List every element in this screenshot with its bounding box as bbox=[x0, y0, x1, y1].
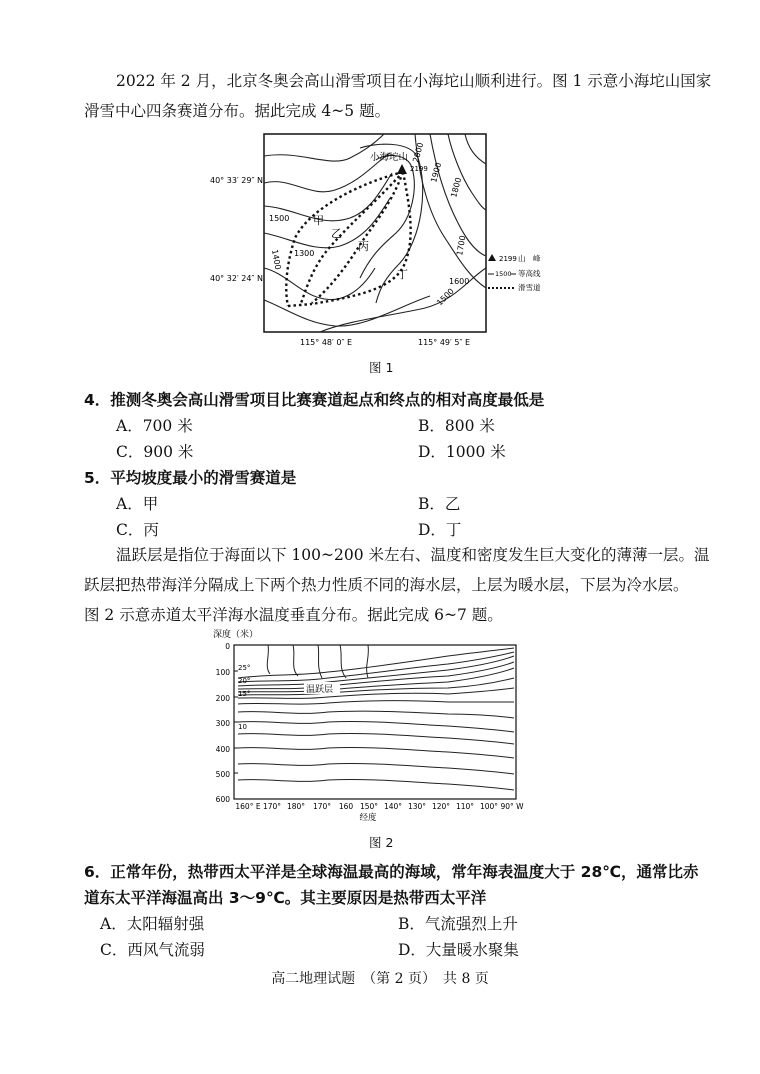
svg-text:300: 300 bbox=[215, 719, 230, 728]
q6-stem-line-2: 道东太平洋海温高出 3～9℃。其主要原因是热带西太平洋 bbox=[84, 889, 487, 907]
svg-text:100: 100 bbox=[215, 668, 230, 677]
svg-text:160° E: 160° E bbox=[235, 802, 261, 811]
lon-right-label: 115° 49′ 5″ E bbox=[418, 338, 471, 347]
figure-2-caption: 图 2 bbox=[369, 835, 394, 850]
svg-text:20°: 20° bbox=[238, 677, 251, 685]
y-axis-title: 深度（米） bbox=[213, 630, 259, 640]
svg-text:160: 160 bbox=[338, 802, 354, 811]
contour-label-1400: 1400 bbox=[270, 248, 283, 271]
legend-contour: 等高线 bbox=[518, 269, 541, 278]
contour-label-1800: 1800 bbox=[449, 176, 464, 199]
svg-text:130°: 130° bbox=[407, 802, 427, 811]
track-label-bing: 丙 bbox=[358, 240, 369, 253]
svg-text:100°: 100° bbox=[479, 802, 499, 811]
figure-1-map bbox=[200, 128, 560, 358]
track-label-yi: 乙 bbox=[331, 227, 342, 240]
svg-text:500: 500 bbox=[215, 770, 230, 779]
svg-text:180°: 180° bbox=[286, 802, 306, 811]
svg-text:110°: 110° bbox=[455, 802, 475, 811]
x-ticks bbox=[235, 802, 524, 811]
svg-text:200: 200 bbox=[215, 694, 230, 703]
svg-text:140°: 140° bbox=[383, 802, 403, 811]
peak-name-label: 小海坨山 bbox=[370, 152, 409, 163]
q6-option-c: C．西风气流弱 bbox=[100, 941, 205, 959]
q6-option-d: D．大量暖水聚集 bbox=[398, 941, 519, 959]
isotherm-lines bbox=[238, 645, 514, 790]
svg-text:0: 0 bbox=[225, 642, 230, 651]
q4-option-a: A．700 米 bbox=[116, 417, 193, 435]
legend-contour-value: 1500 bbox=[495, 270, 512, 278]
lat-bottom-label: 40° 32′ 24″ N bbox=[210, 274, 263, 283]
q4-option-c: C．900 米 bbox=[116, 443, 194, 461]
ski-tracks bbox=[286, 172, 410, 306]
figure-1-caption: 图 1 bbox=[369, 360, 394, 375]
legend-peak-icon bbox=[488, 254, 496, 261]
intro2-line-1: 温跃层是指位于海面以下 100~200 米左右、温度和密度发生巨大变化的薄薄一层。温 bbox=[116, 546, 710, 564]
contour-label-1900: 1900 bbox=[429, 161, 444, 184]
svg-text:150°: 150° bbox=[359, 802, 379, 811]
q6-stem-line-1: 6．正常年份，热带西太平洋是全球海温最高的海域，常年海表温度大于 28℃，通常比赤 bbox=[84, 863, 699, 881]
svg-text:170°: 170° bbox=[312, 802, 332, 811]
q4-option-b: B．800 米 bbox=[418, 417, 495, 435]
intro2-line-2: 跃层把热带海洋分隔成上下两个热力性质不同的海水层，上层为暖水层，下层为冷水层。 bbox=[84, 576, 689, 594]
q4-option-d: D．1000 米 bbox=[418, 443, 506, 461]
lon-left-label: 115° 48′ 0″ E bbox=[300, 338, 353, 347]
intro-line-2: 滑雪中心四条赛道分布。据此完成 4~5 题。 bbox=[84, 102, 391, 120]
q5-option-c: C．丙 bbox=[116, 521, 159, 539]
contour-label-1700: 1700 bbox=[455, 234, 468, 257]
svg-text:25°: 25° bbox=[238, 664, 251, 672]
contour-lines bbox=[264, 134, 486, 332]
legend-track: 滑雪道 bbox=[518, 283, 541, 292]
q5-stem: 5．平均坡度最小的滑雪赛道是 bbox=[84, 469, 297, 487]
y-ticks bbox=[216, 642, 231, 804]
q5-option-a: A．甲 bbox=[116, 495, 159, 513]
peak-elev-label: 2199 bbox=[410, 165, 428, 173]
q5-option-b: B．乙 bbox=[418, 495, 461, 513]
lat-top-label: 40° 33′ 29″ N bbox=[210, 176, 263, 185]
isotherm-labels bbox=[238, 664, 250, 731]
contour-label-2000: 2000 bbox=[411, 141, 426, 164]
x-axis-title: 经度 bbox=[359, 813, 377, 822]
intro-line-1: 2022 年 2 月，北京冬奥会高山滑雪项目在小海坨山顺利进行。图 1 示意小海坨山国家 bbox=[116, 72, 712, 90]
q6-option-a: A．太阳辐射强 bbox=[100, 915, 205, 933]
track-label-jia: 甲 bbox=[313, 214, 324, 227]
contour-label-1500-left: 1500 bbox=[269, 214, 290, 223]
svg-text:120°: 120° bbox=[431, 802, 451, 811]
contour-label-1300: 1300 bbox=[294, 249, 315, 258]
figure-2-section bbox=[208, 626, 538, 822]
legend-peak: 山 峰 bbox=[518, 254, 541, 263]
contour-label-1600: 1600 bbox=[449, 277, 470, 286]
svg-text:170°: 170° bbox=[262, 802, 282, 811]
svg-text:15°: 15° bbox=[238, 690, 251, 698]
q6-option-b: B．气流强烈上升 bbox=[398, 915, 518, 933]
map-frame bbox=[264, 134, 486, 332]
legend-peak-value: 2199 bbox=[499, 255, 517, 263]
q4-stem: 4．推测冬奥会高山滑雪项目比赛赛道起点和终点的相对高度最低是 bbox=[84, 391, 545, 409]
intro2-line-3: 图 2 示意赤道太平洋海水温度垂直分布。据此完成 6~7 题。 bbox=[84, 606, 503, 624]
svg-text:10: 10 bbox=[238, 723, 247, 731]
svg-text:90° W: 90° W bbox=[500, 802, 524, 811]
peak-icon bbox=[397, 164, 407, 174]
contour-label-1500-right: 1500 bbox=[435, 286, 456, 308]
q5-option-d: D．丁 bbox=[418, 521, 462, 539]
svg-text:400: 400 bbox=[215, 745, 230, 754]
thermocline-label: 温跃层 bbox=[306, 685, 334, 695]
page-footer: 高二地理试题 （第 2 页） 共 8 页 bbox=[271, 971, 489, 987]
track-label-ding: 丁 bbox=[397, 268, 408, 281]
map-legend bbox=[488, 253, 541, 292]
svg-text:600: 600 bbox=[215, 795, 230, 804]
